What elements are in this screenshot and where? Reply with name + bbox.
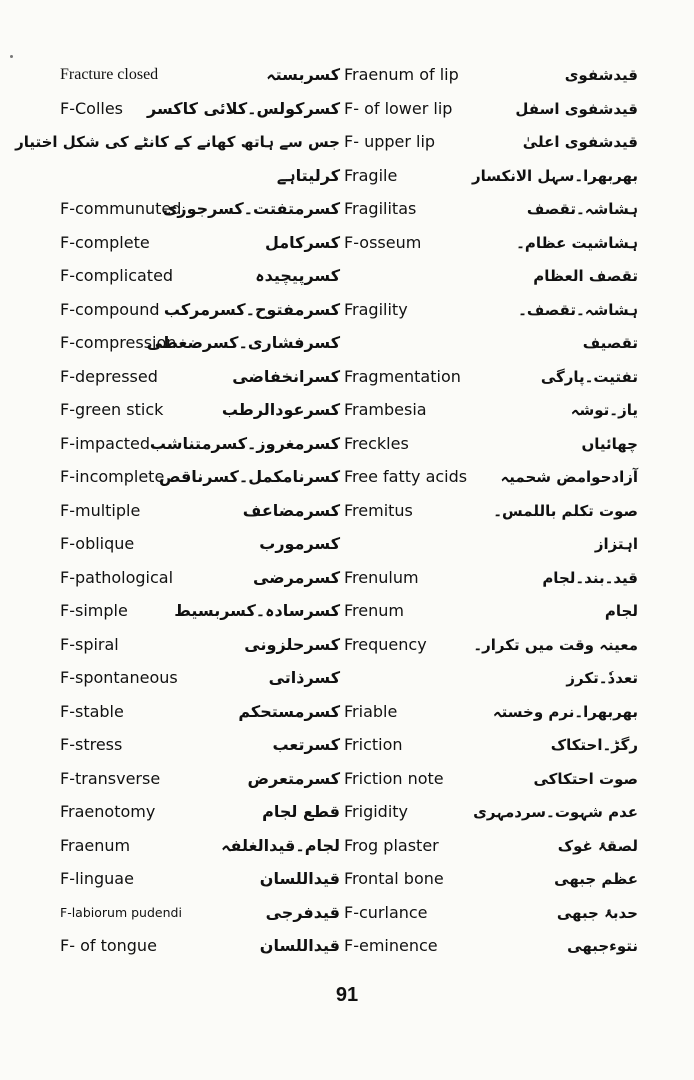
urdu-term-right: عظم جبھی <box>554 870 638 888</box>
urdu-term-left: کسرمورب <box>259 534 340 553</box>
english-term-left: F-incomplete <box>60 467 165 486</box>
urdu-term-left: لجام۔قیدالغلفہ <box>221 835 340 855</box>
urdu-term-left: کسرمتعرض <box>247 768 340 788</box>
english-term-right: Frequency <box>344 634 427 654</box>
english-term-left: F-Colles <box>60 98 124 118</box>
english-term-right: Fragmentation <box>344 366 461 386</box>
english-term-right: F-eminence <box>344 936 438 955</box>
urdu-term-right: عدم شہوت۔سردمہری <box>473 803 638 821</box>
english-term-right: Friction note <box>344 768 444 788</box>
urdu-term-right: رگڑ۔احتکاک <box>550 736 638 754</box>
english-term-right: Frambesia <box>344 400 427 419</box>
english-term-left: F-green stick <box>60 400 164 419</box>
entry-row <box>0 896 694 930</box>
english-term-left: F-spontaneous <box>60 668 178 687</box>
urdu-term-right: لجام <box>604 602 638 620</box>
english-term-right: F-curlance <box>344 902 428 922</box>
english-term-right: Frenum <box>344 601 404 620</box>
urdu-term-right: تفتیت۔پارگی <box>540 367 638 386</box>
urdu-term-left: کسربستہ <box>266 65 340 84</box>
english-term-right: Free fatty acids <box>344 467 468 486</box>
entry-row <box>0 661 694 695</box>
urdu-term-left: کسرمغروز۔کسرمتناشب <box>149 433 340 453</box>
entry-row <box>0 58 694 92</box>
urdu-term-left: کسرفشاری۔کسرضغطی <box>146 333 340 352</box>
entry-row <box>0 762 694 796</box>
urdu-term-right: ہشاشہ۔تقصف <box>526 200 638 218</box>
english-term-left: F-compound <box>60 299 160 319</box>
english-term-left: F-transverse <box>60 768 161 788</box>
english-term-left: F-complete <box>60 232 150 252</box>
english-term-left: F-communuted <box>60 199 182 218</box>
english-term-left: F-stable <box>60 701 124 721</box>
english-term-left: F- of tongue <box>60 936 157 955</box>
urdu-term-right: صوت احتکاکی <box>533 769 638 788</box>
english-term-left: F-labiorum pudendi <box>60 904 182 920</box>
entry-row <box>0 695 694 729</box>
urdu-term-right: تقصف العظام <box>533 267 638 285</box>
urdu-term-left: قیدفرجی <box>265 902 340 922</box>
urdu-term-right: اہتزاز <box>594 535 638 553</box>
english-term-right <box>344 326 474 360</box>
english-term-right: Frenulum <box>344 567 419 587</box>
urdu-term-right: قید۔بند۔لجام <box>542 568 638 587</box>
urdu-term-left: کسرپیچیدہ <box>255 266 340 285</box>
entry-row <box>0 628 694 662</box>
urdu-term-right: لصقۂ غوک <box>557 836 638 855</box>
entry-row <box>0 527 694 561</box>
urdu-term-right: قیدشفوی اعلیٰ <box>522 133 638 151</box>
entry-row <box>0 125 694 159</box>
entry-row <box>0 226 694 260</box>
entry-row <box>0 427 694 461</box>
english-term-left: F-complicated <box>60 266 174 285</box>
english-term-left: F-stress <box>60 735 123 754</box>
urdu-term-right: صوت تکلم باللمس۔ <box>493 501 638 520</box>
english-term-left: F-multiple <box>60 500 141 520</box>
urdu-term-left: کسرکامل <box>264 232 340 252</box>
urdu-term-left: کسرعودالرطب <box>221 400 340 419</box>
entry-row <box>0 561 694 595</box>
english-term-left: F-linguae <box>60 869 134 888</box>
english-term-left: F-compression <box>60 333 177 352</box>
english-term-right <box>344 259 474 293</box>
english-term-left: Fracture closed <box>60 66 159 83</box>
urdu-term-left: قیداللسان <box>259 869 340 888</box>
entry-row <box>0 293 694 327</box>
page-number: 91 <box>335 984 359 1006</box>
entry-row <box>0 192 694 226</box>
english-term-left: Fraenotomy <box>60 802 156 821</box>
entry-row <box>0 460 694 494</box>
english-term-right: Freckles <box>344 433 409 453</box>
urdu-term-right: ہشاشہ۔تقصف۔ <box>518 300 638 319</box>
entry-row <box>0 393 694 427</box>
urdu-term-left: کسرمتفتت۔کسرجوزی <box>162 199 340 218</box>
urdu-term-right: آزادحوامض شحمیہ <box>500 468 638 486</box>
entry-row <box>0 92 694 126</box>
english-term-right <box>344 527 474 561</box>
english-term-right: Fraenum of lip <box>344 65 459 84</box>
urdu-term-left: کسرذاتی <box>268 668 340 687</box>
english-term-left: F-simple <box>60 601 128 620</box>
urdu-term-right: چھائیاں <box>581 434 638 453</box>
entry-row <box>0 494 694 528</box>
urdu-term-left: کسرانخفاضی <box>232 366 340 386</box>
entry-row <box>0 795 694 829</box>
entry-row <box>0 728 694 762</box>
english-term-right: Friable <box>344 701 398 721</box>
entry-row <box>0 829 694 863</box>
entry-row <box>0 594 694 628</box>
urdu-term-left: کسرتعب <box>272 735 340 754</box>
urdu-term-right: بھربھرا۔نرم وخستہ <box>492 702 638 721</box>
entry-row <box>0 326 694 360</box>
english-term-right: Fragility <box>344 299 408 319</box>
english-term-right: Frigidity <box>344 802 409 821</box>
urdu-term-right: بھربھرا۔سہل الانکسار <box>471 166 638 185</box>
english-term-right <box>344 661 474 695</box>
urdu-term-left: کسرسادہ۔کسربسیط <box>174 601 340 620</box>
english-term-left: F-spiral <box>60 634 119 654</box>
entry-row <box>0 360 694 394</box>
urdu-term-left: کسرمرضی <box>252 567 340 587</box>
urdu-term-left: قطع لجام <box>262 802 340 821</box>
urdu-term-left: کسرکولس۔کلائی کاکسر <box>147 98 340 118</box>
urdu-term-right: تقصیف <box>582 334 638 352</box>
english-term-left <box>60 159 210 193</box>
urdu-term-right: تعددٗ۔تکرز <box>566 669 638 687</box>
english-term-right: Fremitus <box>344 500 413 520</box>
entry-row <box>0 259 694 293</box>
english-term-right: Frontal bone <box>344 869 444 888</box>
urdu-term-left: قیداللسان <box>259 936 340 955</box>
english-term-right: F- upper lip <box>344 132 436 151</box>
urdu-term-right: قیدشفوی اسفل <box>515 99 638 118</box>
urdu-term-left: جس سے ہاتھ کھانے کے کانٹے کی شکل اختیار <box>15 133 340 151</box>
english-term-left: F-oblique <box>60 534 135 553</box>
urdu-term-left: کرلیتاہے <box>276 165 340 185</box>
english-term-right: Friction <box>344 735 403 754</box>
urdu-term-left: کسرمفتوح۔کسرمرکب <box>163 299 340 319</box>
english-term-right: Fragile <box>344 165 398 185</box>
english-term-right: F-osseum <box>344 232 422 252</box>
urdu-term-right: حدبۂ جبھی <box>556 903 638 922</box>
english-term-left: F-impacted <box>60 433 151 453</box>
urdu-term-left: کسرحلزونی <box>244 634 340 654</box>
english-term-left: F-pathological <box>60 567 174 587</box>
entry-row <box>0 159 694 193</box>
urdu-term-right: ہشاشیت عظام۔ <box>516 233 638 252</box>
urdu-term-left: کسرنامکمل۔کسرناقص <box>158 467 340 486</box>
english-term-left: Fraenum <box>60 835 131 855</box>
english-term-right: Frog plaster <box>344 835 439 855</box>
urdu-term-right: نتوءجبھی <box>567 937 638 955</box>
english-term-right: Fragilitas <box>344 199 417 218</box>
urdu-term-right: یاز۔توشہ <box>570 401 638 419</box>
entry-row <box>0 929 694 963</box>
urdu-term-right: قیدشفوی <box>564 66 638 84</box>
urdu-term-left: کسرمضاعف <box>242 500 340 520</box>
urdu-term-right: معینہ وقت میں تکرار۔ <box>473 635 638 654</box>
entry-row <box>0 862 694 896</box>
urdu-term-left: کسرمستحکم <box>238 701 340 721</box>
english-term-left: F-depressed <box>60 366 158 386</box>
english-term-right: F- of lower lip <box>344 98 453 118</box>
